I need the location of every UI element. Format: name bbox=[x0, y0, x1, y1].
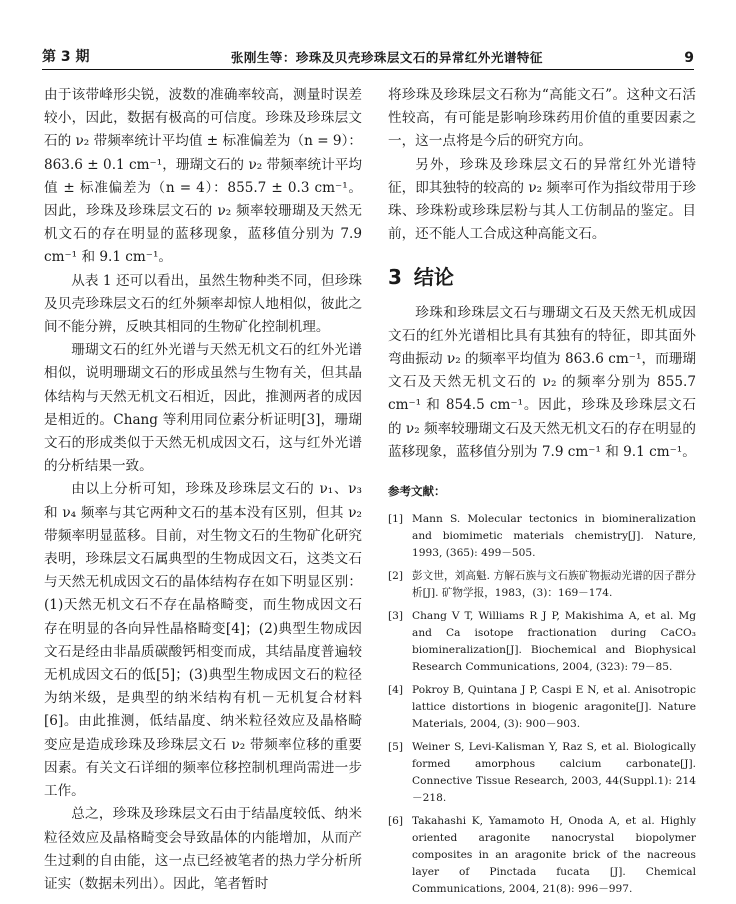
reference-item bbox=[388, 568, 696, 602]
references-heading: 参考文献： bbox=[388, 484, 446, 499]
reference-number: [5] bbox=[388, 741, 404, 754]
reference-number: [1] bbox=[388, 513, 404, 526]
reference-text: 彭文世，刘高魁. 方解石族与文石族矿物振动光谱的因子群分析[J]. 矿物学报，1983，(3)：169－174. bbox=[412, 570, 696, 600]
conclusion-paragraph: 珍珠和珍珠层文石与珊瑚文石及天然无机成因文石的红外光谱相比具有其独有的特征，即其面外弯曲振动 ν₂ 的频率平均值为 863.6 cm⁻¹，而珊瑚文石及天然无机文石的 ν₂ 的频率分别为 855.7 cm⁻¹ 和 854.5 cm⁻¹。因此，珍珠及珍珠层文石的 ν₂ 频率较珊瑚文石及天然无机文石的存在明显的蓝移现象，蓝移值分别为 7.9 cm⁻¹ 和 9.1 cm⁻¹。 bbox=[388, 304, 696, 460]
reference-text: Chang V T, Williams R J P, Makishima A, et al. Mg and Ca isotope fractionation during CaCO₃ biomineralization[J]. Biochemical and Biophysical Research Communications, 2004, (323): 79－85. bbox=[412, 610, 696, 674]
paragraph: 将珍珠及珍珠层文石称为“高能文石”。这种文石活性较高，有可能是影响珍珠药用价值的重要因素之一，这一点将是今后的研究方向。 bbox=[388, 87, 696, 150]
paragraph: 另外，珍珠及珍珠层文石的异常红外光谱特征，即其独特的较高的 ν₂ 频率可作为指纹带用于珍珠、珍珠粉或珍珠层粉与其人工仿制品的鉴定。目前，还不能人工合成这种高能文石。 bbox=[388, 156, 696, 243]
paragraph: 总之，珍珠及珍珠层文石由于结晶度较低、纳米粒径效应及晶格畸变会导致晶体的内能增加，从而产生过剩的自由能，这一点已经被笔者的热力学分析所证实（数据未列出）。因此，笔者暂时 bbox=[44, 806, 362, 892]
section-number: 3 bbox=[388, 265, 402, 290]
header-rule bbox=[42, 69, 694, 70]
running-title: 张刚生等：珍珠及贝壳珍珠层文石的异常红外光谱特征 bbox=[230, 50, 543, 65]
reference-number: [3] bbox=[388, 610, 404, 623]
section-heading bbox=[388, 266, 696, 289]
reference-number: [4] bbox=[388, 684, 404, 697]
reference-list bbox=[388, 511, 696, 898]
running-header bbox=[42, 42, 694, 66]
section-title: 结论 bbox=[413, 265, 454, 290]
right-column bbox=[388, 84, 696, 904]
paragraph: 从表 1 还可以看出，虽然生物种类不同，但珍珠及贝壳珍珠层文石的红外频率却惊人地相似，彼此之间不能分辨，反映其相同的生物矿化控制机理。 bbox=[44, 272, 362, 336]
left-column bbox=[44, 84, 362, 896]
reference-number: [6] bbox=[388, 815, 404, 828]
issue-label: 第 3 期 bbox=[42, 49, 90, 65]
reference-item bbox=[388, 739, 696, 807]
reference-text: Mann S. Molecular tectonics in biomineralization and biomimetic materials chemistry[J]. Nature, 1993, (365): 499－505. bbox=[412, 513, 696, 560]
paragraph: 由于该带峰形尖锐，波数的准确率较高，测量时误差较小，因此，数据有极高的可信度。珍珠及珍珠层文石的 ν₂ 带频率统计平均值 ± 标准偏差为（n = 9）：863.6 ± 0.1 cm⁻¹，珊瑚文石的 ν₂ 带频率统计平均值 ± 标准偏差为（n = 4）：855.7 ± 0.3 cm⁻¹。因此，珍珠及珍珠层文石的 ν₂ 频率较珊瑚及天然无机文石的存在明显的蓝移现象，蓝移值分别为 7.9 cm⁻¹ 和 9.1 cm⁻¹。 bbox=[44, 87, 362, 266]
reference-text: Weiner S, Levi-Kalisman Y, Raz S, et al. Biologically formed amorphous calcium carbonate[J]. Connective Tissue Research, 2003, 44(Suppl.1): 214－218. bbox=[412, 741, 696, 805]
reference-number: [2] bbox=[388, 570, 404, 583]
reference-text: Pokroy B, Quintana J P, Caspi E N, et al. Anisotropic lattice distortions in biogenic aragonite[J]. Nature Materials, 2004, (3): 900－903. bbox=[412, 684, 696, 731]
page-number: 9 bbox=[684, 50, 694, 66]
paragraph: 由以上分析可知，珍珠及珍珠层文石的 ν₁、ν₃ 和 ν₄ 频率与其它两种文石的基本没有区别，但其 ν₂ 带频率明显蓝移。目前，对生物文石的生物矿化研究表明，珍珠层文石属典型的生物成因文石，这类文石与天然无机成因文石的晶体结构存在如下明显区别：(1)天然无机文石不存在晶格畸变，而生物成因文石存在明显的各向异性晶格畸变[4]；(2)典型生物成因文石是经由非晶质碳酸钙相变而成，其结晶度普遍较无机成因文石的低[5]；(3)典型生物成因文石的粒径为纳米级，是典型的纳米结构有机－无机复合材料[6]。由此推测，低结晶度、纳米粒径效应及晶格畸变应是造成珍珠及珍珠层文石 ν₂ 带频率位移的重要因素。有关文石详细的频率位移控制机理尚需进一步工作。 bbox=[44, 481, 362, 800]
reference-item bbox=[388, 511, 696, 562]
reference-item bbox=[388, 682, 696, 733]
paragraph: 珊瑚文石的红外光谱与天然无机文石的红外光谱相似，说明珊瑚文石的形成虽然与生物有关，但其晶体结构与天然无机文石相近，因此，推测两者的成因是相近的。Chang 等利用同位素分析证明[3]，珊瑚文石的形成类似于天然无机成因文石，这与红外光谱的分析结果一致。 bbox=[44, 342, 362, 475]
reference-item bbox=[388, 608, 696, 676]
reference-text: Takahashi K, Yamamoto H, Onoda A, et al. Highly oriented aragonite nanocrystal biopolymer composites in an aragonite brick of the nacreous layer of Pinctada fucata [J]. Chemical Communications, 2004, 21(8): 996－997. bbox=[412, 815, 696, 896]
reference-item bbox=[388, 813, 696, 898]
